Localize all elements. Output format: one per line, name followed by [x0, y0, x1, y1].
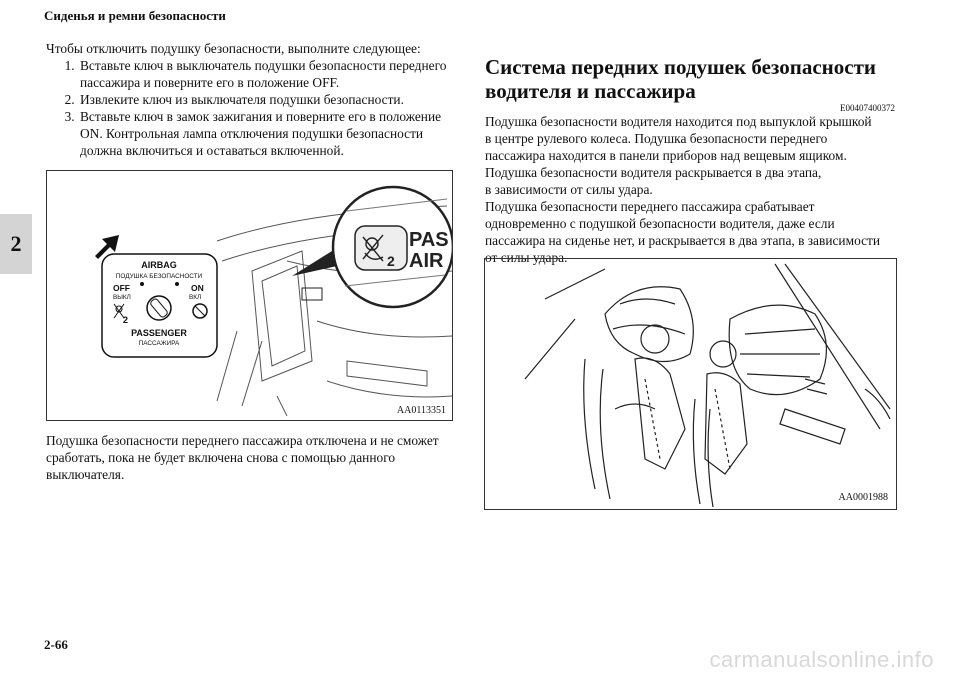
off-label: OFF — [113, 283, 130, 293]
switch-title-ru: ПОДУШКА БЕЗОПАСНОСТИ — [115, 273, 203, 280]
body-line: в зависимости от силы удара. — [485, 182, 653, 197]
off-label-ru: ВЫКЛ — [113, 294, 131, 301]
switch-illustration — [47, 171, 452, 420]
body-line: одновременно с подушкой безопасности водителя, даже если — [485, 216, 835, 231]
step-item: 1. Вставьте ключ в выключатель подушки безопасности переднего пассажира и поверните его в положение OFF. — [78, 57, 466, 91]
body-line: Подушка безопасности водителя находится под выпуклой крышкой — [485, 114, 872, 129]
section-title-line1: Система передних подушек безопасности — [485, 55, 876, 79]
indicator-label-1: PAS — [409, 229, 449, 251]
body-line: от силы удара. — [485, 250, 568, 265]
svg-text:2: 2 — [387, 253, 395, 269]
body-line: пассажира на сиденье нет, и раскрывается в два этапа, в зависимости — [485, 233, 881, 248]
body-line: пассажира находится в панели приборов над вещевым ящиком. — [485, 148, 847, 163]
on-label-ru: ВКЛ — [189, 294, 202, 301]
svg-text:2: 2 — [123, 315, 129, 325]
page-number: 2-66 — [44, 637, 68, 652]
step-item: 2. Извлеките ключ из выключателя подушки безопасности. — [78, 91, 466, 108]
watermark: carmanualsonline.info — [709, 647, 934, 672]
body-line: Подушка безопасности водителя раскрывается в два этапа, — [485, 165, 822, 180]
passenger-label-ru: ПАССАЖИРА — [138, 340, 180, 347]
deployment-illustration — [485, 259, 896, 509]
body-line: в центре рулевого колеса. Подушка безопасности переднего — [485, 131, 828, 146]
body-line: Подушка безопасности переднего пассажира срабатывает — [485, 199, 815, 214]
right-column — [485, 55, 895, 266]
figure-caption: AA0001988 — [838, 492, 888, 503]
section-code: E00407400372 — [840, 103, 895, 113]
section-title-line2: водителя и пассажира — [485, 79, 696, 103]
airbag-deployment-figure — [484, 258, 897, 510]
passenger-label: PASSENGER — [131, 328, 187, 338]
indicator-label-2: AIR — [409, 250, 444, 272]
steps-list — [46, 57, 466, 159]
page-header: Сиденья и ремни безопасности — [44, 8, 226, 23]
on-label: ON — [191, 283, 204, 293]
chapter-tab — [0, 214, 32, 274]
chapter-tab-number: 2 — [10, 231, 22, 256]
step-item: 3. Вставьте ключ в замок зажигания и поверните его в положение ON. Контрольная лампа отключения подушки безопасности должна включиться и оставаться включенной. — [78, 108, 466, 159]
left-column — [46, 40, 466, 159]
switch-title: AIRBAG — [141, 260, 177, 270]
intro-text: Чтобы отключить подушку безопасности, выполните следующее: — [46, 41, 421, 56]
airbag-switch-figure — [46, 170, 453, 421]
note-text: Подушка безопасности переднего пассажира отключена и не сможет сработать, пока не будет включена снова с помощью данного выключателя. — [46, 433, 439, 482]
figure-caption: AA0113351 — [396, 405, 446, 416]
